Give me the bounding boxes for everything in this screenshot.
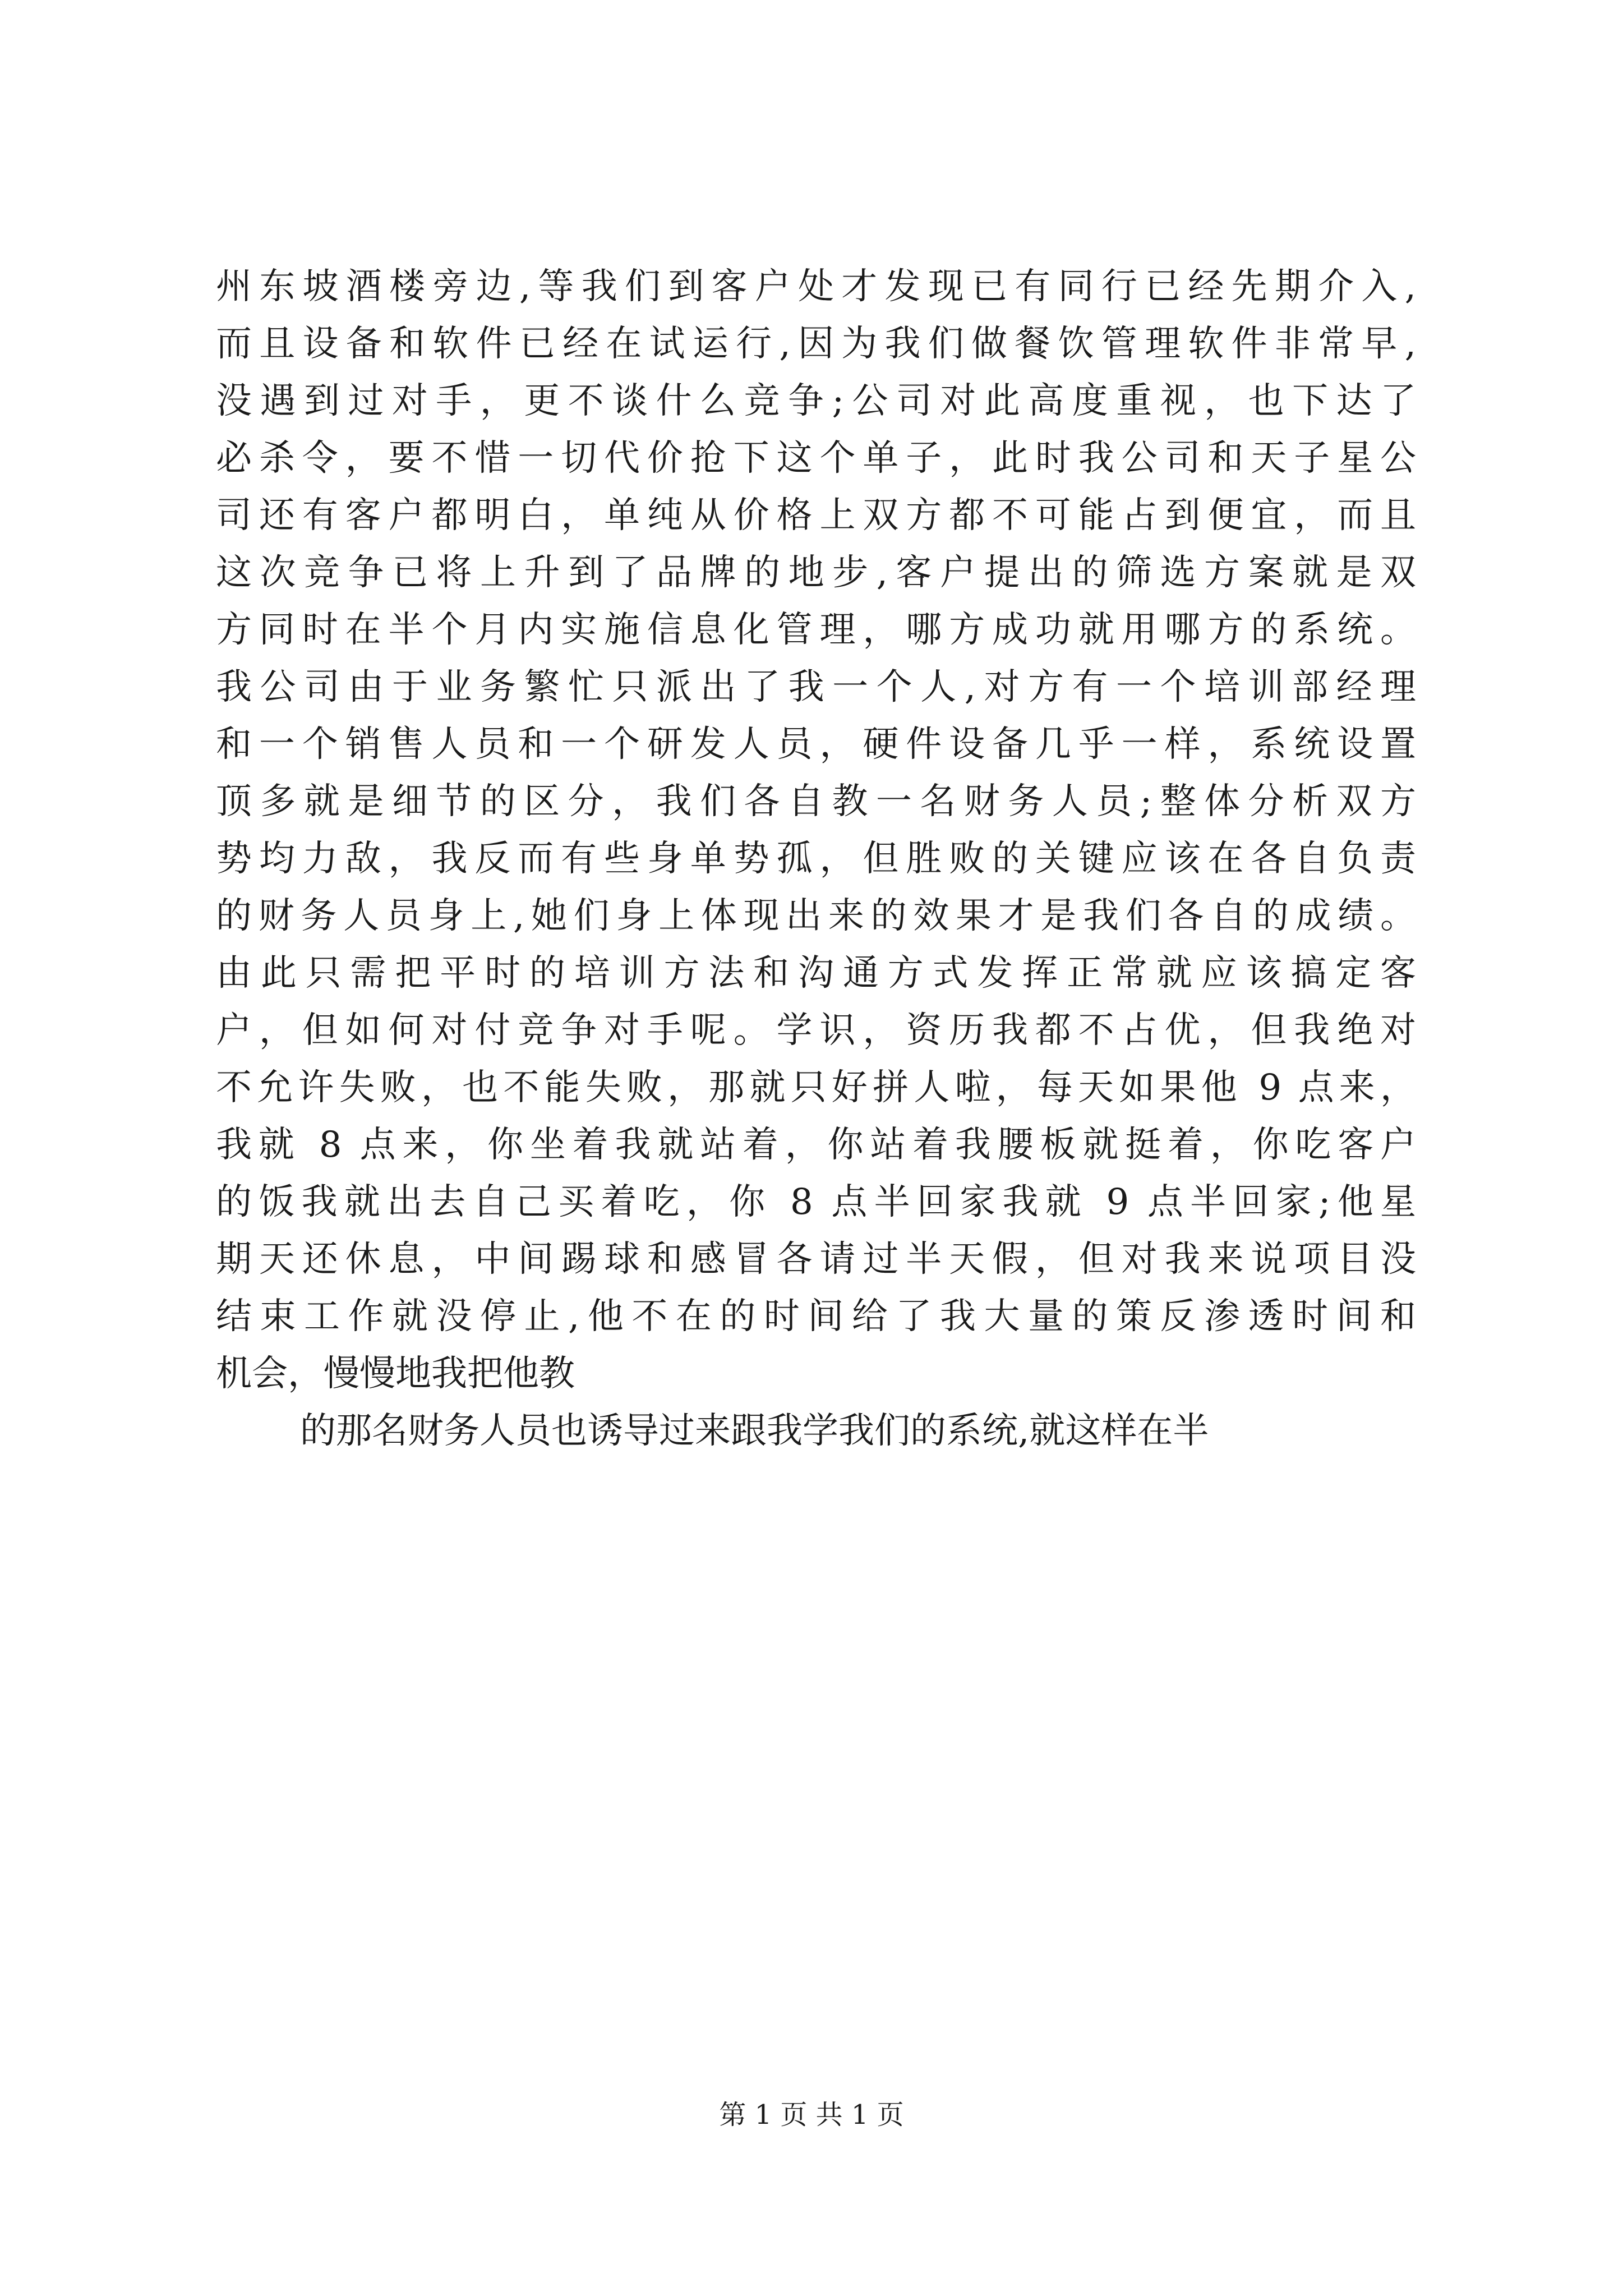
text-line: 期天还休息，中间踢球和感冒各请过半天假，但对我来说项目没	[216, 1239, 1416, 1280]
text-line: 户，但如何对付竞争对手呢。学识，资历我都不占优，但我绝对	[216, 1010, 1416, 1051]
text-line-paragraph-start: 的那名财务人员也诱导过来跟我学我们的系统,就这样在半	[300, 1410, 1209, 1452]
text-line: 顶多就是细节的区分，我们各自教一名财务人员;整体分析双方	[216, 781, 1416, 822]
text-line: 这次竞争已将上升到了品牌的地步,客户提出的筛选方案就是双	[216, 552, 1416, 593]
text-line: 不允许失败，也不能失败，那就只好拼人啦，每天如果他 9 点来，	[216, 1067, 1416, 1108]
text-line: 我公司由于业务繁忙只派出了我一个人,对方有一个培训部经理	[216, 666, 1416, 708]
text-line: 结束工作就没停止,他不在的时间给了我大量的策反渗透时间和	[216, 1296, 1416, 1337]
text-line: 方同时在半个月内实施信息化管理，哪方成功就用哪方的系统。	[216, 609, 1416, 651]
text-line: 没遇到过对手，更不谈什么竞争;公司对此高度重视，也下达了	[216, 380, 1416, 422]
document-body	[216, 258, 1416, 1460]
text-line: 的饭我就出去自己买着吃，你 8 点半回家我就 9 点半回家;他星	[216, 1181, 1416, 1223]
text-line: 州东坡酒楼旁边,等我们到客户处才发现已有同行已经先期介入,	[216, 266, 1416, 307]
page-footer: 第 1 页 共 1 页	[719, 2099, 904, 2131]
text-line: 势均力敌，我反而有些身单势孤，但胜败的关键应该在各自负责	[216, 838, 1416, 880]
text-line: 和一个销售人员和一个研发人员，硬件设备几乎一样，系统设置	[216, 724, 1416, 765]
text-line: 必杀令，要不惜一切代价抢下这个单子，此时我公司和天子星公	[216, 438, 1416, 479]
text-line: 由此只需把平时的培训方法和沟通方式发挥正常就应该搞定客	[216, 953, 1416, 994]
text-line: 的财务人员身上,她们身上体现出来的效果才是我们各自的成绩。	[216, 895, 1416, 937]
text-line-paragraph-end: 机会，慢慢地我把他教	[216, 1353, 575, 1395]
text-line: 司还有客户都明白，单纯从价格上双方都不可能占到便宜，而且	[216, 495, 1416, 536]
text-line: 而且设备和软件已经在试运行,因为我们做餐饮管理软件非常早,	[216, 323, 1416, 365]
text-line: 我就 8 点来，你坐着我就站着，你站着我腰板就挺着，你吃客户	[216, 1124, 1416, 1166]
